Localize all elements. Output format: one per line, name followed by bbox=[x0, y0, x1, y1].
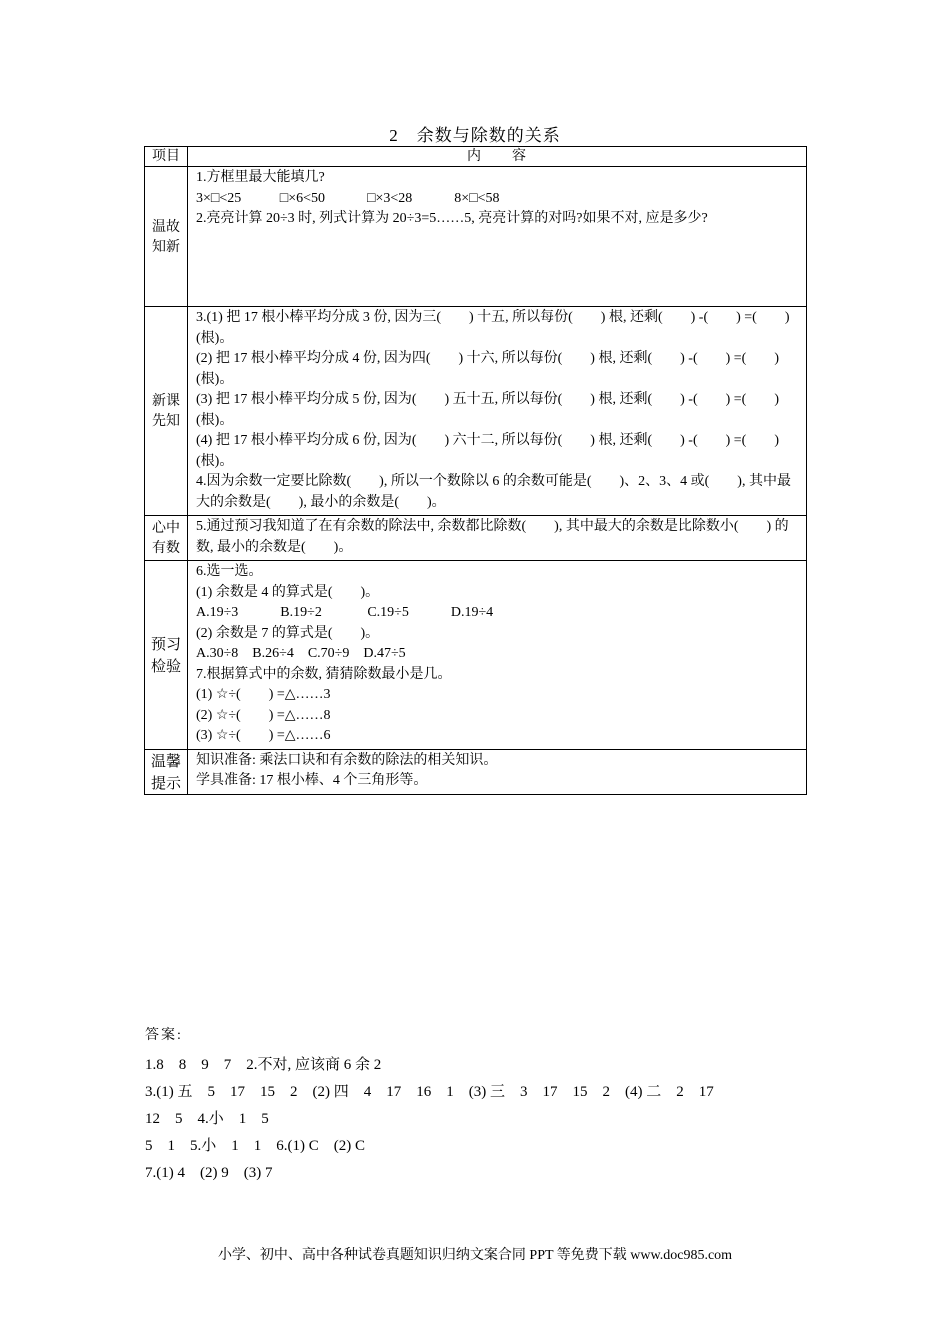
question-line: 2.亮亮计算 20÷3 时, 列式计算为 20÷3=5……5, 亮亮计算的对吗?如果不对, 应是多少? bbox=[196, 211, 708, 226]
question-line: 4.因为余数一定要比除数( ), 所以一个数除以 6 的余数可能是( )、2、3、4 或( ), 其中最大的余数是( ), 最小的余数是( )。 bbox=[196, 474, 791, 510]
section-label bbox=[145, 749, 188, 794]
question-line: (1) 余数是 4 的算式是( )。 bbox=[196, 584, 380, 600]
section-content bbox=[188, 167, 807, 307]
section-label bbox=[145, 561, 188, 750]
answer-line: 3.(1) 五 5 17 15 2 (2) 四 4 17 16 1 (3) 三 3 17 15 2 (4) 二 2 17 bbox=[145, 1084, 714, 1100]
section-content bbox=[188, 516, 807, 561]
section-content bbox=[188, 561, 807, 750]
question-line: (2) 余数是 7 的算式是( )。 bbox=[196, 625, 380, 641]
answer-line: 12 5 4.小 1 5 bbox=[145, 1111, 269, 1127]
question-line: (1) ☆÷( ) =△……3 bbox=[196, 687, 331, 702]
page-title: 2 余数与除数的关系 bbox=[389, 126, 561, 145]
section-label-text: 新课 先知 bbox=[152, 393, 180, 429]
section-label-text: 预习 检验 bbox=[150, 634, 181, 675]
question-line: 6.选一选。 bbox=[196, 564, 263, 579]
section-label bbox=[145, 167, 188, 307]
section-preview-test bbox=[145, 561, 807, 750]
page-footer: 小学、初中、高中各种试卷真题知识归纳文案合同 PPT 等免费下载 www.doc985.com bbox=[217, 1248, 733, 1263]
section-review bbox=[145, 167, 807, 307]
table-header-row bbox=[145, 147, 807, 167]
section-label-text: 心中 有数 bbox=[152, 520, 180, 556]
tip-line: 学具准备: 17 根小棒、4 个三角形等。 bbox=[196, 773, 428, 788]
preview-table bbox=[144, 146, 807, 795]
header-item: 项目 bbox=[145, 147, 188, 167]
section-new-lesson bbox=[145, 307, 807, 516]
section-label bbox=[145, 516, 188, 561]
question-line: 7.根据算式中的余数, 猜猜除数最小是几。 bbox=[196, 666, 452, 682]
tip-line: 知识准备: 乘法口诀和有余数的除法的相关知识。 bbox=[196, 752, 498, 768]
section-self-check bbox=[145, 516, 807, 561]
question-line: 1.方框里最大能填几? bbox=[196, 170, 325, 185]
section-label bbox=[145, 307, 188, 516]
question-line: (3) 把 17 根小棒平均分成 5 份, 因为( ) 五十五, 所以每份( ) 根, 还剩( ) -( ) =( ) (根)。 bbox=[196, 392, 783, 428]
section-tips bbox=[145, 749, 807, 794]
answer-line: 5 1 5.小 1 1 6.(1) C (2) C bbox=[145, 1138, 365, 1154]
answers-block bbox=[145, 1024, 805, 1187]
question-line: 5.通过预习我知道了在有余数的除法中, 余数都比除数( ), 其中最大的余数是比除数小( ) 的数, 最小的余数是( )。 bbox=[196, 519, 789, 555]
question-line: (2) 把 17 根小棒平均分成 4 份, 因为四( ) 十六, 所以每份( ) 根, 还剩( ) -( ) =( ) (根)。 bbox=[196, 351, 783, 387]
question-line: (2) ☆÷( ) =△……8 bbox=[196, 707, 331, 723]
answer-line: 1.8 8 9 7 2.不对, 应该商 6 余 2 bbox=[145, 1057, 382, 1073]
section-label-text: 温故 知新 bbox=[152, 218, 180, 255]
section-content bbox=[188, 749, 807, 794]
question-line: (3) ☆÷( ) =△……6 bbox=[196, 728, 331, 743]
question-line: 3.(1) 把 17 根小棒平均分成 3 份, 因为三( ) 十五, 所以每份( ) 根, 还剩( ) -( ) =( ) (根)。 bbox=[196, 310, 794, 346]
header-content: 内 容 bbox=[188, 147, 807, 167]
answers-heading: 答案: bbox=[145, 1028, 183, 1043]
question-line: 3×□<25 □×6<50 □×3<28 8×□<58 bbox=[196, 190, 500, 206]
answer-line: 7.(1) 4 (2) 9 (3) 7 bbox=[145, 1165, 273, 1181]
choice-line: A.19÷3 B.19÷2 C.19÷5 D.19÷4 bbox=[196, 605, 494, 620]
section-label-text: 温馨 提示 bbox=[150, 751, 181, 792]
question-line: (4) 把 17 根小棒平均分成 6 份, 因为( ) 六十二, 所以每份( ) 根, 还剩( ) -( ) =( ) (根)。 bbox=[196, 433, 783, 469]
choice-line: A.30÷8 B.26÷4 C.70÷9 D.47÷5 bbox=[196, 646, 406, 661]
section-content bbox=[188, 307, 807, 516]
